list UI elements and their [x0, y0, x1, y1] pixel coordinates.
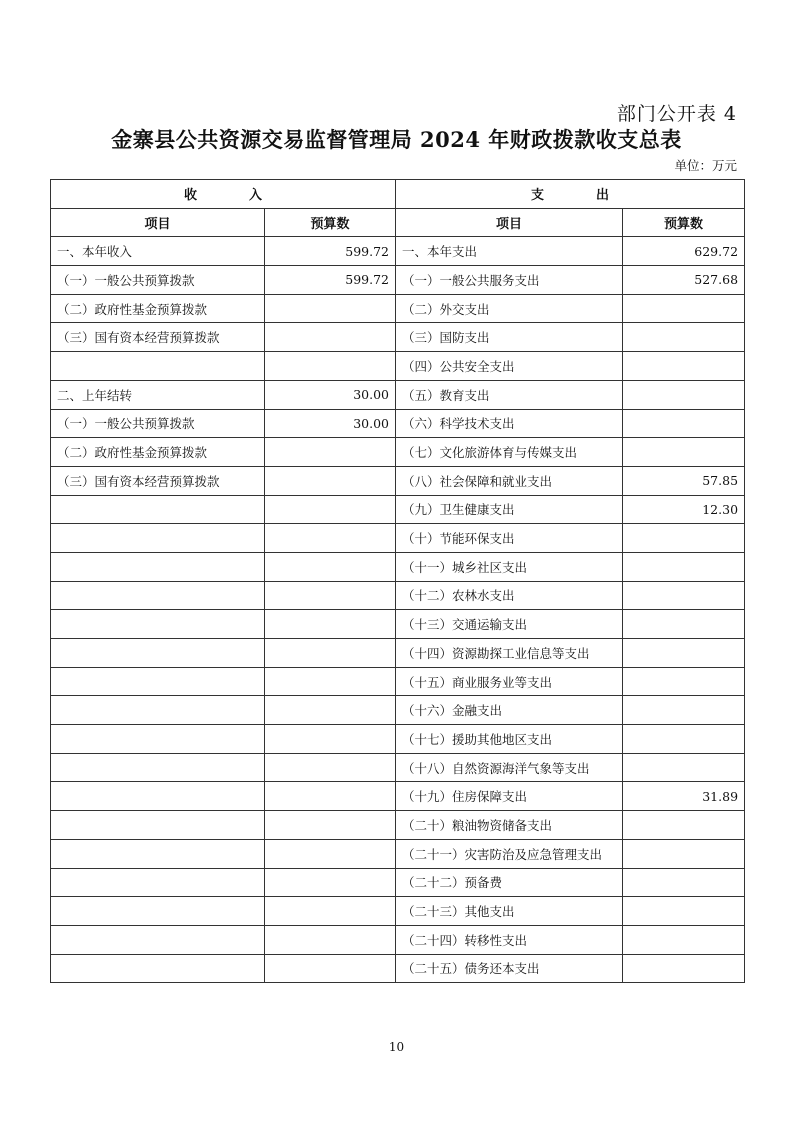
table-row [51, 897, 745, 926]
table-row [51, 782, 745, 811]
expense-amount-cell [623, 925, 745, 954]
table-row [51, 954, 745, 983]
budget-table [50, 179, 745, 983]
income-item-cell: （一）一般公共预算拨款 [51, 266, 265, 295]
expense-item-cell: （二）外交支出 [396, 294, 623, 323]
income-amount-cell [265, 581, 396, 610]
income-item-cell [51, 897, 265, 926]
income-item-cell: （三）国有资本经营预算拨款 [51, 466, 265, 495]
table-row [51, 352, 745, 381]
income-amount-cell [265, 466, 396, 495]
table-row [51, 753, 745, 782]
income-item-cell: （二）政府性基金预算拨款 [51, 294, 265, 323]
expense-item-cell: （二十）粮油物资储备支出 [396, 811, 623, 840]
income-item-cell: 一、本年收入 [51, 237, 265, 266]
expense-amount-cell [623, 696, 745, 725]
expense-item-cell: （三）国防支出 [396, 323, 623, 352]
expense-item-header: 项目 [396, 208, 623, 237]
table-row [51, 438, 745, 467]
expense-item-cell: （十三）交通运输支出 [396, 610, 623, 639]
expense-amount-cell [623, 323, 745, 352]
income-item-cell [51, 524, 265, 553]
expense-amount-cell [623, 868, 745, 897]
table-row [51, 409, 745, 438]
expense-amount-cell [623, 352, 745, 381]
income-item-cell [51, 667, 265, 696]
column-header-row [51, 208, 745, 237]
expense-amount-cell [623, 725, 745, 754]
expense-amount-cell [623, 753, 745, 782]
income-amount-cell [265, 610, 396, 639]
expense-header: 支 出 [396, 180, 745, 209]
expense-amount-cell [623, 552, 745, 581]
income-item-cell [51, 954, 265, 983]
table-row [51, 696, 745, 725]
expense-item-cell: （十九）住房保障支出 [396, 782, 623, 811]
income-amount-cell [265, 524, 396, 553]
table-row [51, 725, 745, 754]
income-item-cell [51, 725, 265, 754]
income-item-cell [51, 811, 265, 840]
table-row [51, 925, 745, 954]
expense-amount-cell [623, 610, 745, 639]
income-amount-header: 预算数 [265, 208, 396, 237]
income-item-cell [51, 352, 265, 381]
income-amount-cell [265, 868, 396, 897]
expense-amount-cell [623, 811, 745, 840]
income-item-cell [51, 839, 265, 868]
income-amount-cell [265, 294, 396, 323]
table-row [51, 811, 745, 840]
expense-amount-cell [623, 667, 745, 696]
income-item-cell [51, 552, 265, 581]
expense-item-cell: （四）公共安全支出 [396, 352, 623, 381]
expense-item-cell: 一、本年支出 [396, 237, 623, 266]
expense-item-cell: （十）节能环保支出 [396, 524, 623, 553]
expense-amount-cell [623, 839, 745, 868]
income-amount-cell [265, 352, 396, 381]
table-row [51, 466, 745, 495]
expense-amount-cell [623, 581, 745, 610]
income-item-cell [51, 696, 265, 725]
income-item-cell [51, 925, 265, 954]
unit-label: 单位：万元 [674, 158, 737, 173]
expense-item-cell: （二十二）预备费 [396, 868, 623, 897]
expense-item-cell: （十一）城乡社区支出 [396, 552, 623, 581]
expense-item-cell: （二十三）其他支出 [396, 897, 623, 926]
table-row [51, 552, 745, 581]
income-amount-cell [265, 954, 396, 983]
income-amount-cell [265, 839, 396, 868]
page-title: 金寨县公共资源交易监督管理局 2024 年财政拨款收支总表 [111, 127, 682, 152]
income-amount-cell [265, 639, 396, 668]
income-amount-cell [265, 438, 396, 467]
table-row [51, 495, 745, 524]
income-item-cell: （二）政府性基金预算拨款 [51, 438, 265, 467]
income-amount-cell [265, 782, 396, 811]
income-amount-cell [265, 725, 396, 754]
income-item-header: 项目 [51, 208, 265, 237]
expense-item-cell: （十八）自然资源海洋气象等支出 [396, 753, 623, 782]
table-row [51, 667, 745, 696]
table-row [51, 237, 745, 266]
income-item-cell [51, 581, 265, 610]
expense-item-cell: （二十四）转移性支出 [396, 925, 623, 954]
expense-item-cell: （十七）援助其他地区支出 [396, 725, 623, 754]
expense-item-cell: （十二）农林水支出 [396, 581, 623, 610]
expense-item-cell: （二十五）债务还本支出 [396, 954, 623, 983]
expense-item-cell: （十四）资源勘探工业信息等支出 [396, 639, 623, 668]
income-amount-cell: 599.72 [265, 237, 396, 266]
table-row [51, 868, 745, 897]
table-row [51, 639, 745, 668]
expense-amount-header: 预算数 [623, 208, 745, 237]
expense-item-cell: （二十一）灾害防治及应急管理支出 [396, 839, 623, 868]
expense-item-cell: （六）科学技术支出 [396, 409, 623, 438]
income-amount-cell [265, 696, 396, 725]
expense-amount-cell: 629.72 [623, 237, 745, 266]
income-item-cell [51, 782, 265, 811]
expense-amount-cell: 31.89 [623, 782, 745, 811]
table-row [51, 380, 745, 409]
expense-amount-cell [623, 954, 745, 983]
expense-item-cell: （五）教育支出 [396, 380, 623, 409]
expense-item-cell: （一）一般公共服务支出 [396, 266, 623, 295]
expense-amount-cell [623, 897, 745, 926]
expense-amount-cell: 12.30 [623, 495, 745, 524]
income-item-cell [51, 639, 265, 668]
income-amount-cell [265, 667, 396, 696]
income-item-cell [51, 868, 265, 897]
section-header-row [51, 180, 745, 209]
expense-item-cell: （十六）金融支出 [396, 696, 623, 725]
expense-item-cell: （七）文化旅游体育与传媒支出 [396, 438, 623, 467]
income-amount-cell [265, 323, 396, 352]
table-number: 部门公开表 4 [616, 103, 737, 125]
income-item-cell: （三）国有资本经营预算拨款 [51, 323, 265, 352]
table-row [51, 610, 745, 639]
table-row [51, 524, 745, 553]
income-amount-cell: 30.00 [265, 380, 396, 409]
expense-amount-cell [623, 380, 745, 409]
page-number: 10 [388, 1040, 405, 1054]
table-row [51, 266, 745, 295]
income-item-cell [51, 495, 265, 524]
table-row [51, 839, 745, 868]
expense-amount-cell: 527.68 [623, 266, 745, 295]
expense-amount-cell: 57.85 [623, 466, 745, 495]
income-amount-cell [265, 495, 396, 524]
expense-item-cell: （八）社会保障和就业支出 [396, 466, 623, 495]
income-item-cell [51, 753, 265, 782]
income-header: 收 入 [51, 180, 396, 209]
income-item-cell [51, 610, 265, 639]
table-row [51, 294, 745, 323]
income-item-cell: 二、上年结转 [51, 380, 265, 409]
table-row [51, 323, 745, 352]
income-amount-cell [265, 925, 396, 954]
income-amount-cell [265, 753, 396, 782]
expense-amount-cell [623, 639, 745, 668]
expense-item-cell: （十五）商业服务业等支出 [396, 667, 623, 696]
expense-amount-cell [623, 438, 745, 467]
expense-amount-cell [623, 524, 745, 553]
income-amount-cell [265, 811, 396, 840]
table-row [51, 581, 745, 610]
income-amount-cell: 30.00 [265, 409, 396, 438]
income-item-cell: （一）一般公共预算拨款 [51, 409, 265, 438]
expense-amount-cell [623, 294, 745, 323]
expense-amount-cell [623, 409, 745, 438]
expense-item-cell: （九）卫生健康支出 [396, 495, 623, 524]
income-amount-cell [265, 552, 396, 581]
income-amount-cell [265, 897, 396, 926]
income-amount-cell: 599.72 [265, 266, 396, 295]
